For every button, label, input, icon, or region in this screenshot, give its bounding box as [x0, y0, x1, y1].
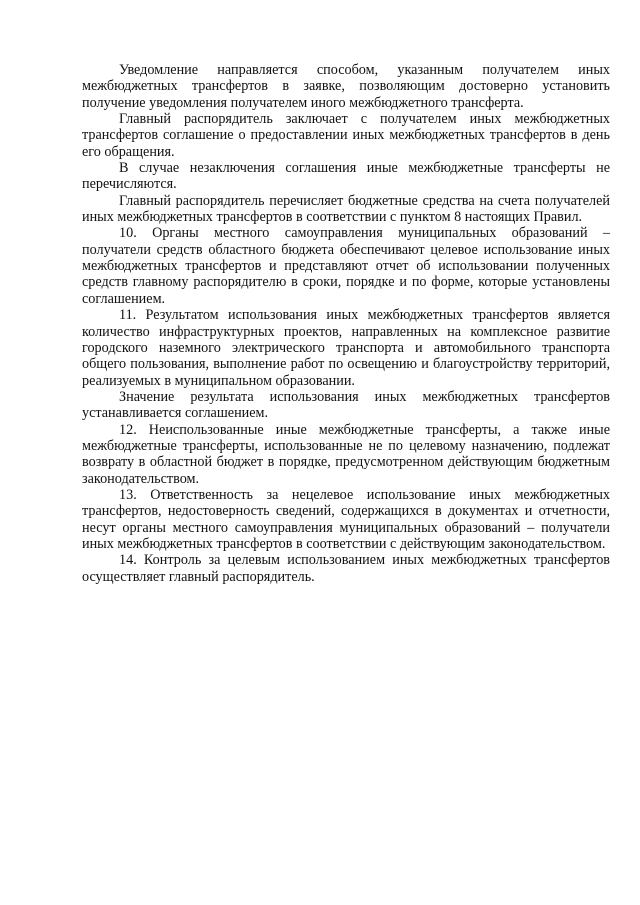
paragraph-item-14: 14. Контроль за целевым использованием иных межбюджетных трансфертов осуществляет главный распорядитель.	[82, 552, 610, 585]
paragraph-result-value: Значение результата использования иных межбюджетных трансфертов устанавливается соглашением.	[82, 388, 610, 422]
document-body	[82, 62, 610, 585]
paragraph-item-12: 12. Неиспользованные иные межбюджетные трансферты, а также иные межбюджетные трансферты, использованные не по целевому назначению, подлежат возврату в областной бюджет в порядке, предусмотренном действующим бюджетным законодательством.	[82, 421, 610, 487]
paragraph-no-agreement: В случае незаключения соглашения иные межбюджетные трансферты не перечисляются.	[82, 160, 610, 193]
paragraph-agreement-conclusion: Главный распорядитель заключает с получателем иных межбюджетных трансфертов соглашение о предоставлении иных межбюджетных трансфертов в день его обращения.	[82, 111, 610, 160]
paragraph-funds-transfer: Главный распорядитель перечисляет бюджетные средства на счета получателей иных межбюджетных трансфертов в соответствии с пунктом 8 настоящих Правил.	[82, 192, 610, 226]
paragraph-item-13: 13. Ответственность за нецелевое использование иных межбюджетных трансфертов, недостоверность сведений, содержащихся в документах и отчетности, несут органы местного самоуправления муниципальных образований – получатели иных межбюджетных трансфертов в соответствии с действующим законодательством.	[82, 486, 610, 552]
paragraph-item-11: 11. Результатом использования иных межбюджетных трансфертов является количество инфраструктурных проектов, направленных на комплексное развитие городского наземного электрического транспорта и автомобильного транспорта общего пользования, выполнение работ по освещению и благоустройству территорий, реализуемых в муниципальном образовании.	[82, 307, 610, 389]
paragraph-notification-method: Уведомление направляется способом, указанным получателем иных межбюджетных трансфертов в заявке, позволяющим достоверно установить получение уведомления получателем иного межбюджетного трансферта.	[82, 62, 610, 111]
paragraph-item-10: 10. Органы местного самоуправления муниципальных образований – получатели средств областного бюджета обеспечивают целевое использование иных межбюджетных трансфертов и представляют отчет об использовании полученных средств главному распорядителю в сроки, порядке и по форме, которые установлены соглашением.	[82, 225, 610, 307]
